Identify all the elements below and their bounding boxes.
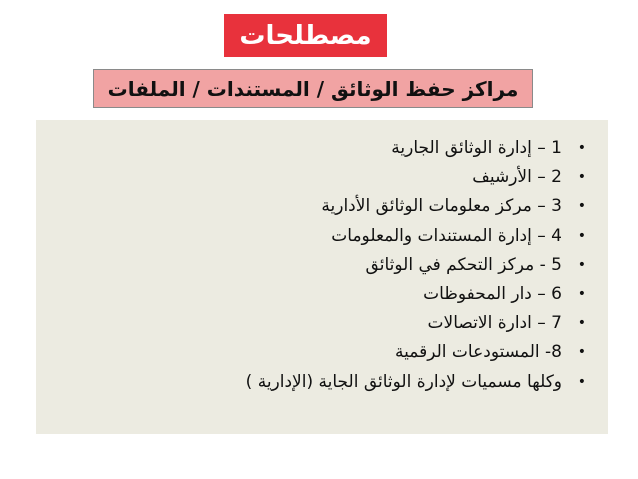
list-item xyxy=(246,192,586,221)
list-item xyxy=(246,251,586,280)
bullet-icon: • xyxy=(577,285,586,302)
bullet-icon: • xyxy=(577,344,586,361)
list-item-text: 3 – مركز معلومات الوثائق الأدارية xyxy=(321,196,562,217)
list-item xyxy=(246,222,586,251)
list-item xyxy=(246,309,586,338)
bullet-icon: • xyxy=(577,256,586,273)
list-item-text: 2 – الأرشيف xyxy=(472,167,562,188)
bullet-icon: • xyxy=(577,373,586,390)
list-item xyxy=(246,134,586,163)
list-item-text: 7 – ادارة الاتصالات xyxy=(427,313,562,334)
list-item xyxy=(246,368,586,397)
list-item xyxy=(246,280,586,309)
bullet-icon: • xyxy=(577,227,586,244)
list-item-text: 8- المستودعات الرقمية xyxy=(395,342,562,363)
list-item-text: 1 – إدارة الوثائق الجارية xyxy=(391,138,562,158)
list-item-text: وكلها مسميات لإدارة الوثائق الجاية (الإدارية ) xyxy=(245,371,562,392)
slide-subtitle xyxy=(93,69,533,108)
bullet-icon: • xyxy=(577,315,586,332)
list-item-text: 5 - مركز التحكم في الوثائق xyxy=(365,254,562,275)
bullet-list xyxy=(246,134,586,397)
list-item xyxy=(246,163,586,192)
list-item-text: 6 – دار المحفوظات xyxy=(423,283,562,304)
list-item xyxy=(246,338,586,367)
slide-title xyxy=(224,14,387,57)
bullet-icon: • xyxy=(577,198,586,215)
bullet-icon: • xyxy=(577,140,586,156)
slide-subtitle-text: مراكز حفظ الوثائق / المستندات / الملفات xyxy=(107,76,519,101)
slide-title-text: مصطلحات xyxy=(239,20,372,51)
bullet-icon: • xyxy=(577,169,586,186)
content-panel xyxy=(36,120,608,434)
list-item-text: 4 – إدارة المستندات والمعلومات xyxy=(331,225,562,246)
